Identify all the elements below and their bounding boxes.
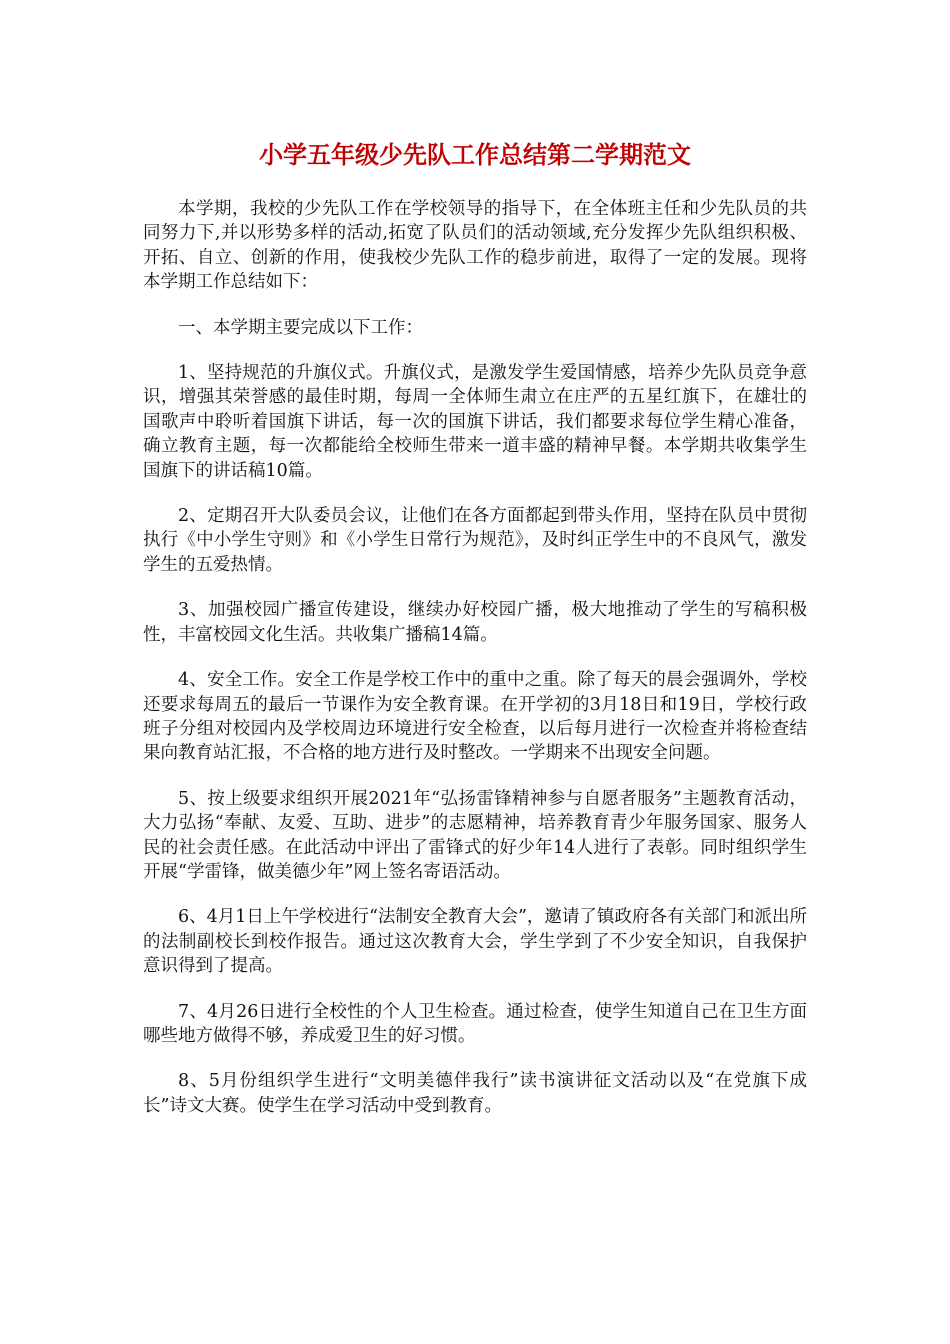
paragraph-intro: 本学期，我校的少先队工作在学校领导的指导下，在全体班主任和少先队员的共同努力下,并以形势多样的活动,拓宽了队员们的活动领域,充分发挥少先队组织积极、开拓、自立、创新的作用，使我校少先队工作的稳步前进，取得了一定的发展。现将本学期工作总结如下： (143, 199, 807, 293)
paragraph-item-5: 5、按上级要求组织开展2021年“弘扬雷锋精神参与自愿者服务”主题教育活动，大力弘扬“奉献、友爱、互助、进步”的志愿精神，培养教育青少年服务国家、服务人民的社会责任感。在此活动中评出了雷锋式的好少年14人进行了表彰。同时组织学生开展“学雷锋，做美德少年”网上签名寄语活动。 (143, 788, 807, 882)
document-title: 小学五年级少先队工作总结第二学期范文 (259, 140, 691, 169)
paragraph-item-4: 4、安全工作。安全工作是学校工作中的重中之重。除了每天的晨会强调外，学校还要求每周五的最后一节课作为安全教育课。在开学初的3月18日和19日，学校行政班子分组对校园内及学校周边环境进行安全检查，以后每月进行一次检查并将检查结果向教育站汇报，不合格的地方进行及时整改。一学期来不出现安全问题。 (143, 670, 807, 764)
paragraph-item-6: 6、4月1日上午学校进行“法制安全教育大会”，邀请了镇政府各有关部门和派出所的法制副校长到校作报告。通过这次教育大会，学生学到了不少安全知识，自我保护意识得到了提高。 (143, 907, 807, 977)
paragraph-item-3: 3、加强校园广播宣传建设，继续办好校园广播，极大地推动了学生的写稿积极性，丰富校园文化生活。共收集广播稿14篇。 (143, 600, 807, 645)
paragraph-item-2: 2、定期召开大队委员会议，让他们在各方面都起到带头作用，坚持在队员中贯彻执行《中小学生守则》和《小学生日常行为规范》，及时纠正学生中的不良风气，激发学生的五爱热情。 (143, 506, 807, 575)
paragraph-item-8: 8、5月份组织学生进行“文明美德伴我行”读书演讲征文活动以及“在党旗下成长”诗文大赛。使学生在学习活动中受到教育。 (143, 1071, 807, 1116)
document-body (143, 197, 807, 1139)
paragraph-item-1: 1、坚持规范的升旗仪式。升旗仪式，是激发学生爱国情感，培养少先队员竞争意识，增强其荣誉感的最佳时期，每周一全体师生肃立在庄严的五星红旗下，在雄壮的国歌声中聆听着国旗下讲话，每一次的国旗下讲话，我们都要求每位学生精心准备，确立教育主题，每一次都能给全校师生带来一道丰盛的精神早餐。本学期共收集学生国旗下的讲话稿10篇。 (143, 363, 807, 481)
paragraph-section-heading: 一、本学期主要完成以下工作： (178, 317, 423, 338)
paragraph-item-7: 7、4月26日进行全校性的个人卫生检查。通过检查，使学生知道自己在卫生方面哪些地方做得不够，养成爱卫生的好习惯。 (143, 1001, 807, 1046)
